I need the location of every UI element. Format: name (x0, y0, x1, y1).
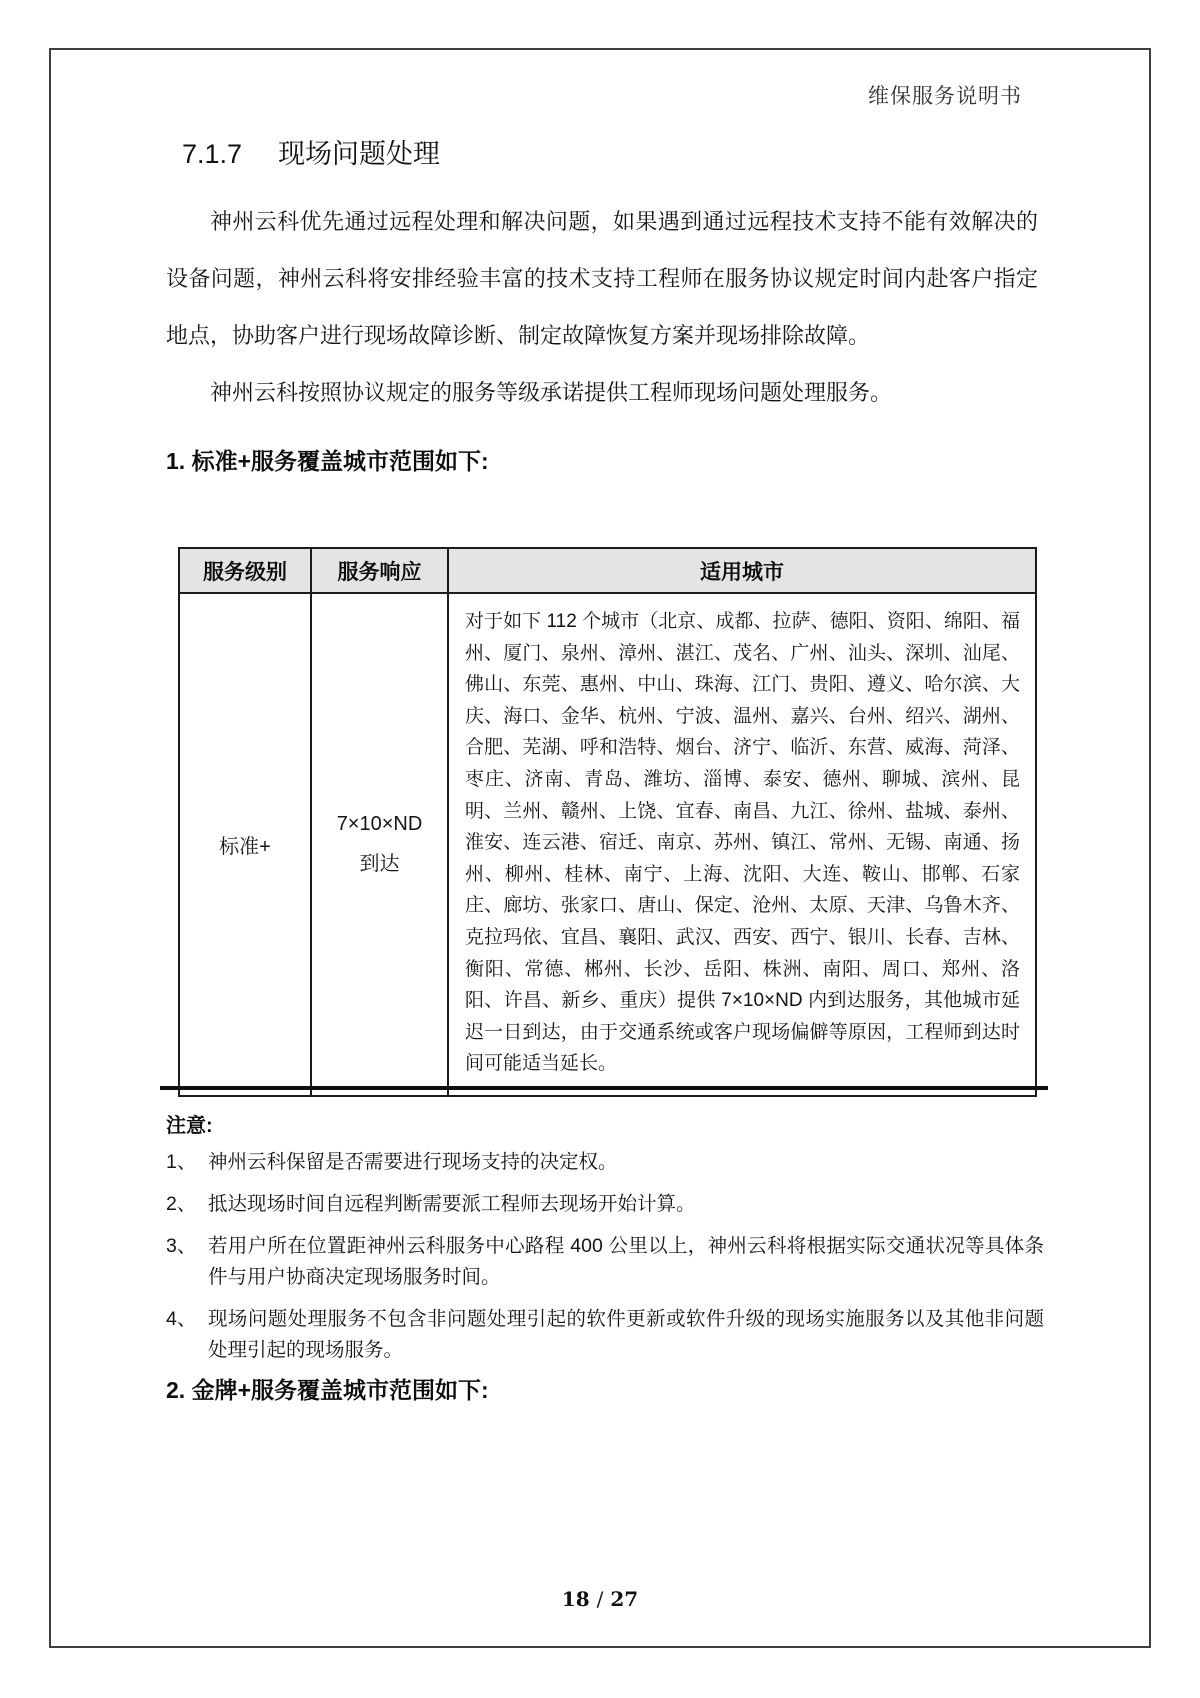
response-time: 7×10×ND (336, 813, 423, 836)
cell-service-level: 标准+ (179, 593, 311, 1096)
list-item (166, 1304, 1044, 1366)
document-header-title: 维保服务说明书 (868, 84, 1022, 108)
note-text: 若用户所在位置距神州云科服务中心路程 400 公里以上，神州云科将根据实际交通状况等具体条件与用户协商决定现场服务时间。 (208, 1235, 1044, 1288)
note-number: 3、 (166, 1235, 197, 1257)
table-row (179, 593, 1036, 1096)
note-text: 神州云科保留是否需要进行现场支持的决定权。 (208, 1151, 618, 1173)
paragraph-service-level-commitment: 神州云科按照协议规定的服务等级承诺提供工程师现场问题处理服务。 (210, 380, 893, 405)
column-header-service-response: 服务响应 (311, 548, 448, 593)
response-arrival: 到达 (359, 853, 400, 876)
table-header-row (179, 548, 1036, 593)
cell-applicable-cities: 对于如下 112 个城市（北京、成都、拉萨、德阳、资阳、绵阳、福州、厦门、泉州、漳州、湛江、茂名、广州、汕头、深圳、汕尾、佛山、东莞、惠州、中山、珠海、江门、贵阳、遵义、哈尔滨、大庆、海口、金华、杭州、宁波、温州、嘉兴、台州、绍兴、湖州、合肥、芜湖、呼和浩特、烟台、济宁、临沂、东营、威海、菏泽、枣庄、济南、青岛、潍坊、淄博、泰安、德州、聊城、滨州、昆明、兰州、赣州、上饶、宜春、南昌、九江、徐州、盐城、泰州、淮安、连云港、宿迁、南京、苏州、镇江、常州、无锡、南通、扬州、柳州、桂林、南宁、上海、沈阳、大连、鞍山、邯郸、石家庄、廊坊、张家口、唐山、保定、沧州、太原、天津、乌鲁木齐、克拉玛依、宜昌、襄阳、武汉、西安、西宁、银川、长春、吉林、衡阳、常德、郴州、长沙、岳阳、株洲、南阳、周口、郑州、洛阳、许昌、新乡、重庆）提供 7×10×ND 内到达服务，其他城市延迟一日到达，由于交通系统或客户现场偏僻等原因，工程师到达时间可能适当延长。 (448, 593, 1036, 1096)
service-coverage-table (178, 547, 1037, 1097)
column-header-service-level: 服务级别 (179, 548, 311, 593)
section-heading (182, 132, 440, 171)
note-text: 抵达现场时间自远程判断需要派工程师去现场开始计算。 (208, 1193, 696, 1215)
list-item (166, 1147, 1044, 1178)
page-number-total: 27 (610, 1587, 639, 1611)
note-number: 2、 (166, 1193, 197, 1215)
page-number-current: 18 (561, 1587, 590, 1611)
list-item (166, 1231, 1044, 1293)
section-title: 现场问题处理 (278, 139, 441, 169)
note-number: 4、 (166, 1308, 197, 1330)
notes-list (166, 1147, 1044, 1377)
list-item (166, 1189, 1044, 1220)
paragraph-remote-support: 神州云科优先通过远程处理和解决问题，如果遇到通过远程技术支持不能有效解决的设备问题，神州云科将安排经验丰富的技术支持工程师在服务协议规定时间内赴客户指定地点，协助客户进行现场故障诊断、制定故障恢复方案并现场排除故障。 (166, 209, 1038, 348)
cell-service-response (311, 593, 448, 1096)
page-footer (0, 1587, 1200, 1611)
heading-gold-coverage: 2. 金牌+服务覆盖城市范围如下: (166, 1377, 489, 1403)
notes-divider-line (160, 1086, 1048, 1090)
page-number-separator: / (596, 1587, 604, 1611)
note-text: 现场问题处理服务不包含非问题处理引起的软件更新或软件升级的现场实施服务以及其他非问题处理引起的现场服务。 (208, 1308, 1044, 1361)
section-number: 7.1.7 (182, 139, 243, 169)
heading-standard-coverage: 1. 标准+服务覆盖城市范围如下: (166, 448, 489, 474)
note-number: 1、 (166, 1151, 197, 1173)
notes-heading: 注意: (166, 1115, 213, 1137)
column-header-applicable-cities: 适用城市 (448, 548, 1036, 593)
